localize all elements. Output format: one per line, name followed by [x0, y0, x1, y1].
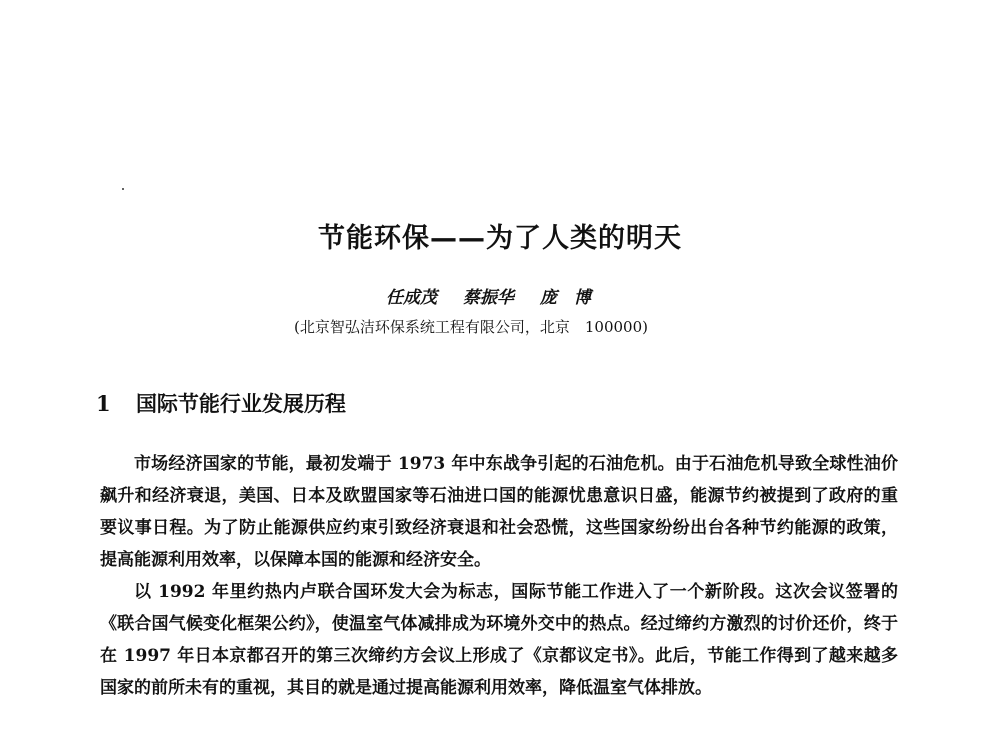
author-affiliation: (北京智弘洁环保系统工程有限公司，北京 100000) — [294, 318, 648, 336]
scan-speck — [122, 188, 124, 190]
author-name: 蔡振华 — [462, 288, 514, 308]
paragraph: 以 1992 年里约热内卢联合国环发大会为标志，国际节能工作进入了一个新阶段。这次会议签署的《联合国气候变化框架公约》，使温室气体减排成为环境外交中的热点。经过缔约方激烈的讨价还价，终于在 1997 年日本京都召开的第三次缔约方会议上形成了《京都议定书》。此后，节能工作得到了越来越多国家的前所未有的重视，其目的就是通过提高能源利用效率，降低温室气体排放。 — [100, 582, 898, 698]
author-list — [386, 283, 611, 308]
section-heading — [96, 388, 346, 418]
paragraph: 市场经济国家的节能，最初发端于 1973 年中东战争引起的石油危机。由于石油危机导致全球性油价飙升和经济衰退，美国、日本及欧盟国家等石油进口国的能源忧患意识日盛，能源节约被提到了政府的重要议事日程。为了防止能源供应约束引致经济衰退和社会恐慌，这些国家纷纷出台各种节约能源的政策，提高能源利用效率，以保障本国的能源和经济安全。 — [100, 454, 898, 570]
section-number: 1 — [96, 391, 111, 416]
author-name: 任成茂 — [386, 288, 437, 308]
section-title: 国际节能行业发展历程 — [135, 392, 346, 416]
author-name: 庞 博 — [539, 288, 591, 308]
body-text — [100, 448, 898, 704]
paper-title: 节能环保——为了人类的明天 — [318, 223, 682, 254]
